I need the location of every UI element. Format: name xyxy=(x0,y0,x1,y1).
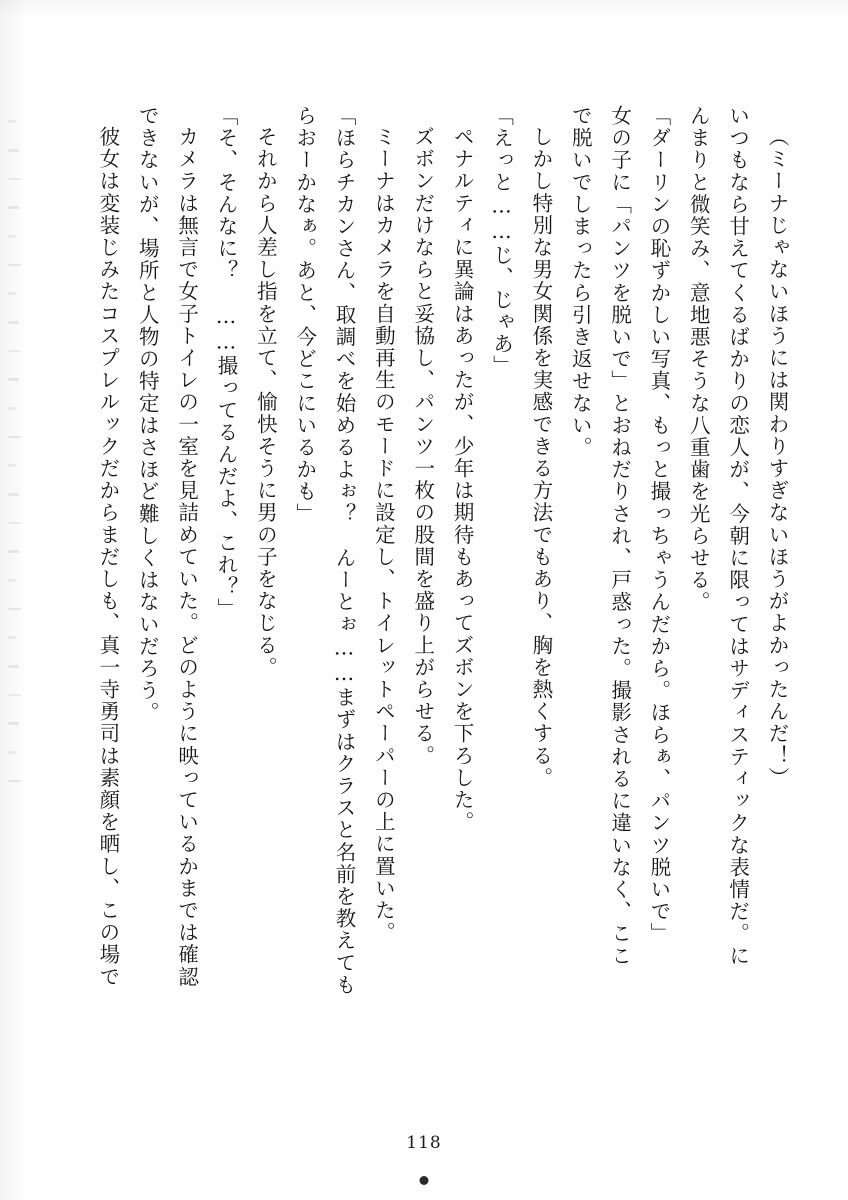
paragraph-line: で脱いでしまったら引き返せない。 xyxy=(568,105,593,459)
scan-mark xyxy=(8,350,21,352)
scan-mark xyxy=(8,522,21,524)
scan-mark xyxy=(8,751,16,754)
scan-mark xyxy=(8,665,19,668)
scan-mark xyxy=(8,436,21,438)
page-text-body xyxy=(60,105,796,1065)
paragraph-line: 「えっと……じ、じゃあ」 xyxy=(489,105,514,378)
paragraph-line: らおーかなぁ。あと、今どこにいるかも」 xyxy=(292,105,317,525)
paragraph-line: しかし特別な男女関係を実感できる方法でもあり、胸を熱くする。 xyxy=(528,125,553,789)
page-number: 118 xyxy=(406,1133,442,1153)
scan-mark xyxy=(8,780,21,782)
paragraph-line: いつもなら甘えてくるばかりの恋人が、今朝に限ってはサディスティックな表情だ。に xyxy=(725,105,750,967)
paragraph-line: できないが、場所と人物の特定はさほど難しくはないだろう。 xyxy=(135,105,160,724)
scan-mark xyxy=(8,722,19,725)
scan-mark xyxy=(8,235,16,238)
scan-mark xyxy=(8,178,21,180)
spine-marker-dot xyxy=(420,1176,429,1185)
scan-mark xyxy=(8,206,19,209)
paragraph-line: ペナルティに異論はあったが、少年は期待もあってズボンを下ろした。 xyxy=(450,125,475,833)
scan-mark xyxy=(8,149,19,152)
scan-mark xyxy=(8,292,16,295)
scan-mark xyxy=(8,264,21,266)
paragraph-line: 「ダーリンの恥ずかしい写真、もっと撮っちゃうんだから。ほらぁ、パンツ脱いで」 xyxy=(646,105,671,945)
scan-mark xyxy=(8,464,16,467)
scan-mark xyxy=(8,321,19,324)
paragraph-line: ズボンだけならと妥協し、パンツ一枚の股間を盛り上がらせる。 xyxy=(410,125,435,767)
scan-mark xyxy=(8,407,16,410)
scan-mark xyxy=(8,608,21,610)
scan-mark xyxy=(8,120,16,123)
scan-artifact-marks xyxy=(8,120,22,940)
paragraph-line: ミーナはカメラを自動再生のモードに設定し、トイレットペーパーの上に置いた。 xyxy=(371,125,396,944)
scan-mark xyxy=(8,493,19,496)
scan-mark xyxy=(8,378,19,381)
paragraph-line: カメラは無言で女子トイレの一室を見詰めていた。どのように映っているかまでは確認 xyxy=(174,125,199,988)
paragraph-line: 「ほらチカンさん、取調べを始めるよぉ？ んーとぉ……まずはクラスと名前を教えても xyxy=(332,105,357,996)
paragraph-line: んまりと微笑み、意地悪そうな八重歯を光らせる。 xyxy=(686,105,711,614)
scan-mark xyxy=(8,694,21,696)
paragraph-line: 女の子に「パンツを脱いで」とおねだりされ、戸惑った。撮影されるに違いなく、ここ xyxy=(607,105,632,967)
page-top-shadow xyxy=(0,0,848,18)
scan-mark xyxy=(8,579,16,582)
paragraph-line: 「そ、そんなに？ ……撮ってるんだよ、これ？」 xyxy=(213,105,238,621)
scan-mark xyxy=(8,550,19,553)
paragraph-line: （ミーナじゃないほうには関わりすぎないほうがよかったんだ！） xyxy=(765,125,789,789)
paragraph-line: 彼女は変装じみたコスプレルックだからまだしも、真一寺勇司は素顔を晒し、この場で xyxy=(95,125,120,988)
scan-mark xyxy=(8,636,16,639)
paragraph-line: それから人差し指を立て、愉快そうに男の子をなじる。 xyxy=(253,125,278,678)
